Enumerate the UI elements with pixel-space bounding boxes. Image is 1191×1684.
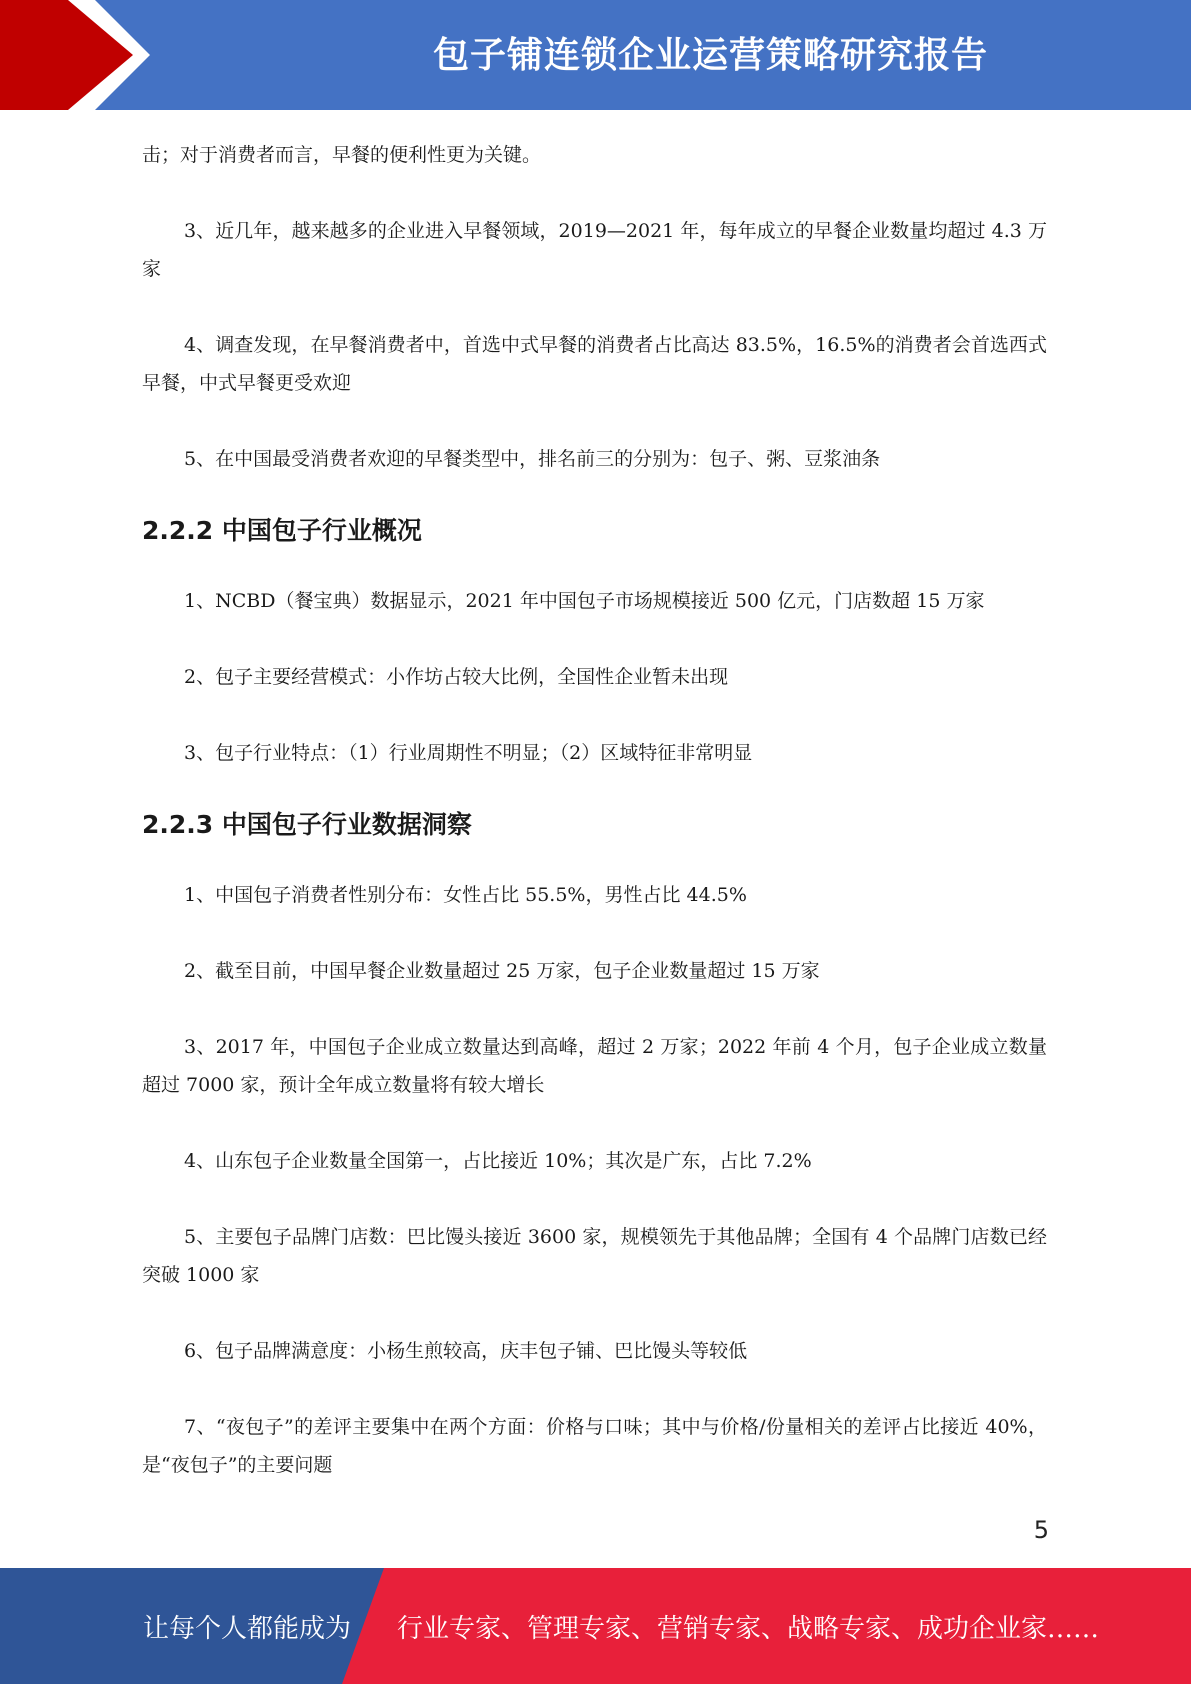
footer-banner [0, 1568, 1191, 1684]
page-number: 5 [1033, 1516, 1049, 1544]
paragraph: 7、“夜包子”的差评主要集中在两个方面：价格与口味；其中与价格/份量相关的差评占比接近 40%，是“夜包子”的主要问题 [142, 1416, 1047, 1476]
paragraph: 1、NCBD（餐宝典）数据显示，2021 年中国包子市场规模接近 500 亿元，门店数超 15 万家 [184, 590, 985, 612]
paragraph: 4、调查发现，在早餐消费者中，首选中式早餐的消费者占比高达 83.5%，16.5%的消费者会首选西式早餐，中式早餐更受欢迎 [142, 334, 1047, 394]
paragraph: 1、中国包子消费者性别分布：女性占比 55.5%，男性占比 44.5% [184, 884, 747, 906]
paragraph: 2、包子主要经营模式：小作坊占较大比例，全国性企业暂未出现 [184, 666, 729, 688]
paragraph: 6、包子品牌满意度：小杨生煎较高，庆丰包子铺、巴比馒头等较低 [184, 1340, 748, 1362]
section-heading: 2.2.2 中国包子行业概况 [142, 516, 422, 545]
paragraph: 3、2017 年，中国包子企业成立数量达到高峰，超过 2 万家；2022 年前 4 个月，包子企业成立数量超过 7000 家，预计全年成立数量将有较大增长 [142, 1036, 1047, 1096]
header-banner [0, 0, 1191, 110]
document-body [142, 118, 1047, 1484]
report-title: 包子铺连锁企业运营策略研究报告 [432, 34, 988, 76]
paragraph: 击；对于消费者而言，早餐的便利性更为关键。 [142, 144, 542, 166]
paragraph: 3、近几年，越来越多的企业进入早餐领域，2019—2021 年，每年成立的早餐企业数量均超过 4.3 万家 [142, 220, 1047, 280]
section-heading: 2.2.3 中国包子行业数据洞察 [142, 810, 472, 839]
footer-slogan-right: 行业专家、管理专家、营销专家、战略专家、成功企业家…… [397, 1613, 1100, 1644]
paragraph: 5、在中国最受消费者欢迎的早餐类型中，排名前三的分别为：包子、粥、豆浆油条 [184, 448, 881, 470]
paragraph: 4、山东包子企业数量全国第一，占比接近 10%；其次是广东，占比 7.2% [184, 1150, 812, 1172]
paragraph: 5、主要包子品牌门店数：巴比馒头接近 3600 家，规模领先于其他品牌；全国有 4 个品牌门店数已经突破 1000 家 [142, 1226, 1047, 1286]
paragraph: 2、截至目前，中国早餐企业数量超过 25 万家，包子企业数量超过 15 万家 [184, 960, 820, 982]
paragraph: 3、包子行业特点：（1）行业周期性不明显；（2）区域特征非常明显 [184, 742, 753, 764]
footer-slogan-left: 让每个人都能成为 [143, 1613, 352, 1644]
